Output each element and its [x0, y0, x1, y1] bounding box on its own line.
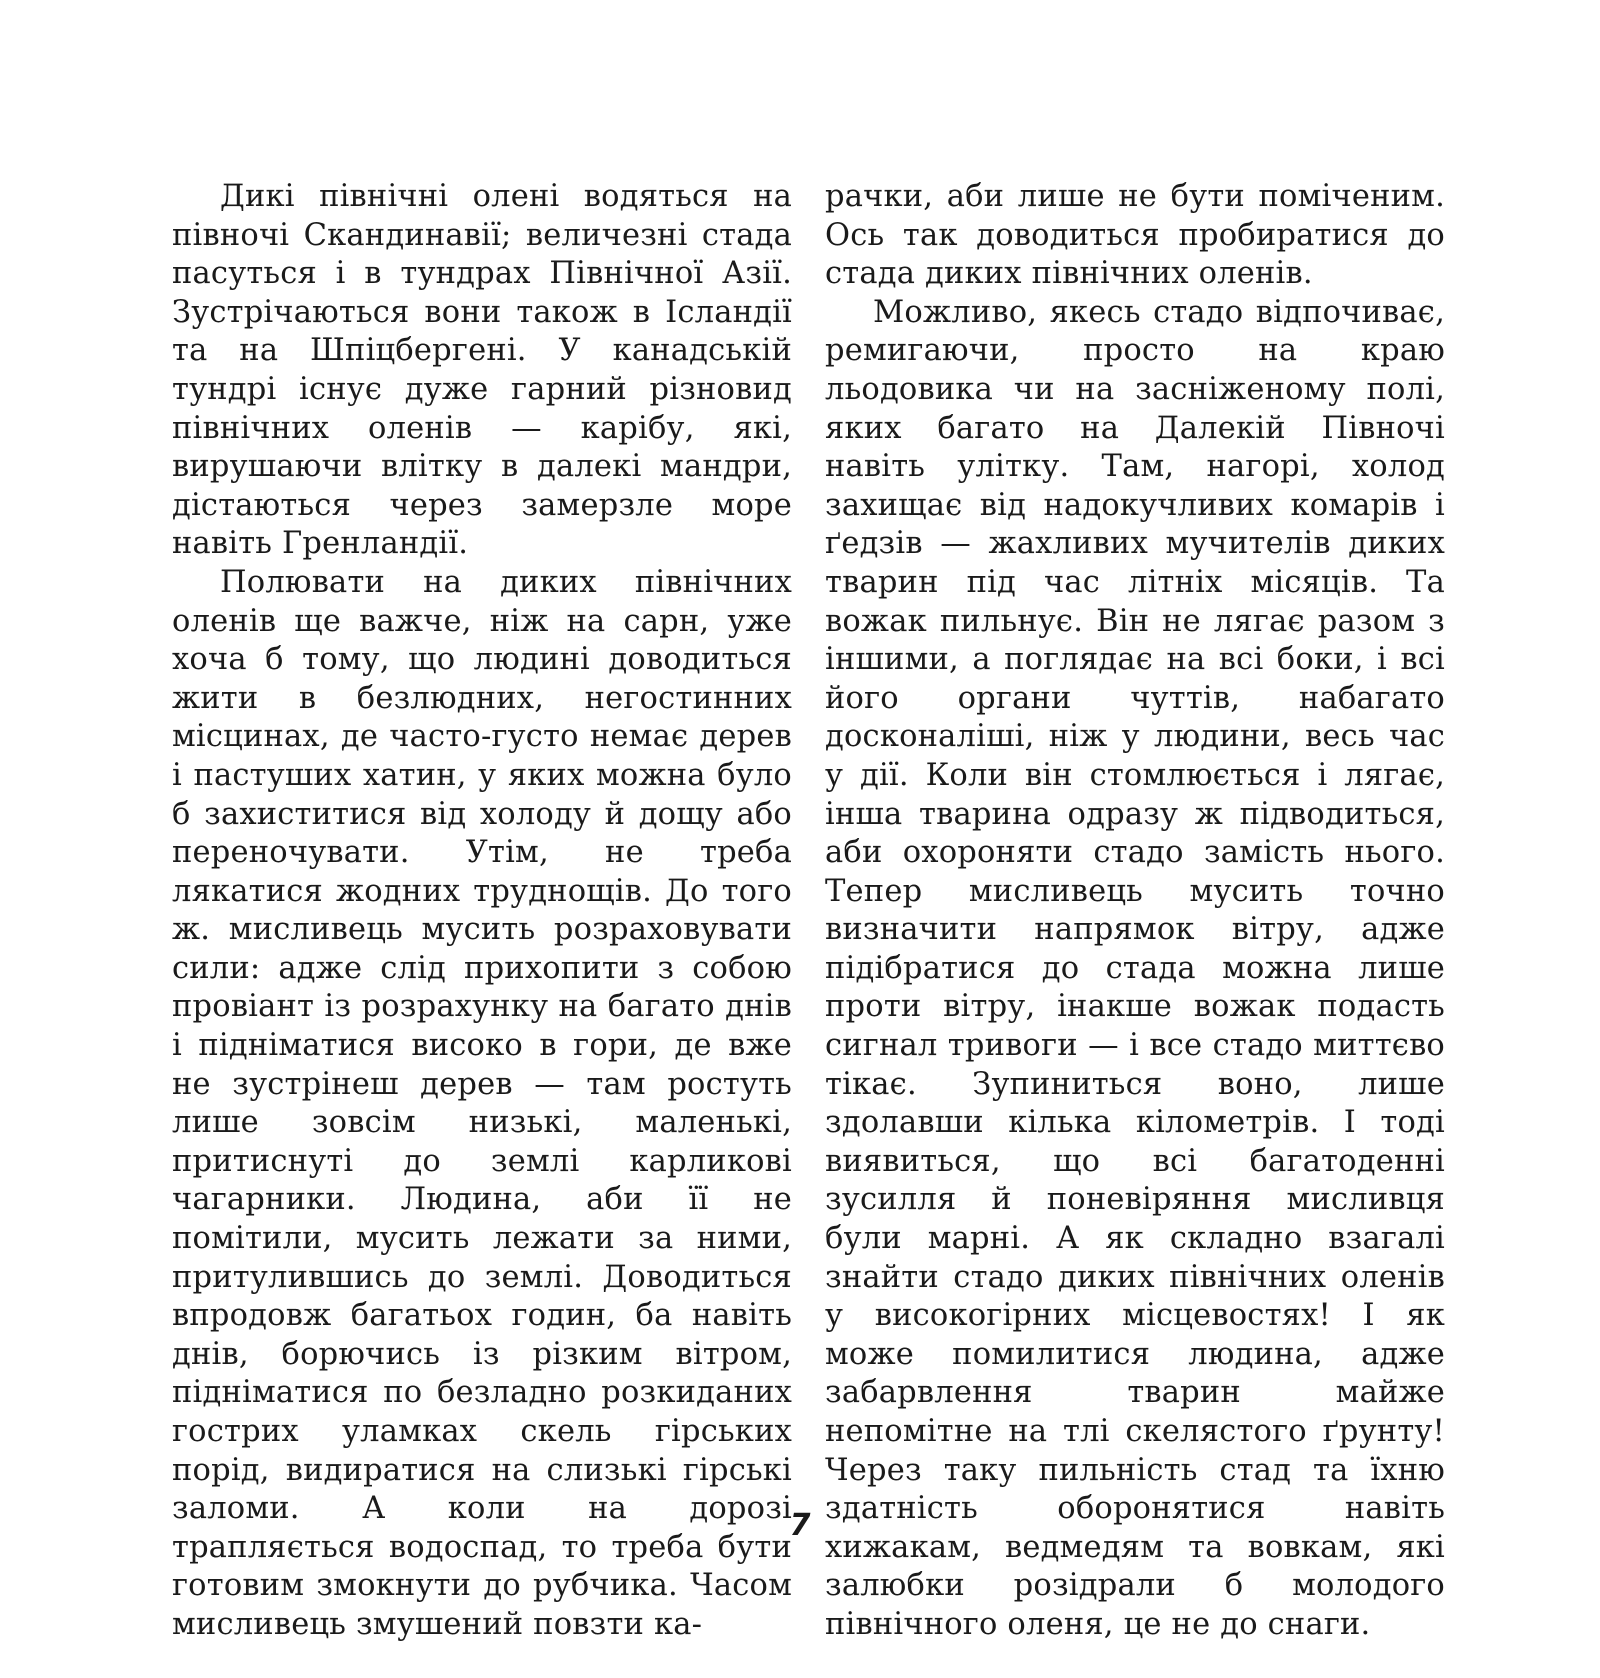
paragraph-reindeer-range: Дикі північні олені водяться на півночі Скандинавії; величезні стада пасуться і в тундрах Північної Азії. Зустрічаються вони також в Ісландії та на Шпіцбергені. У канадській тундрі існує дуже гарний різновид північних оленів — карібу, які, вирушаючи влітку в далекі мандри, дістаються через замерзле море навіть Гренландії.: [172, 179, 792, 562]
paragraph-hunting-hardships: Полювати на диких північних оленів ще важче, ніж на сарн, уже хоча б тому, що людині доводиться жити в безлюдних, негостинних місцинах, де часто-густо немає дерев і пастуших хатин, у яких можна було б захиститися від холоду й дощу або переночувати. Утім, не треба лякатися жодних труднощів. До того ж. мисливець мусить розраховувати сили: адже слід прихопити з собою провіант із розрахунку на багато днів і підніматися високо в гори, де вже не зустрінеш дерев — там ростуть лише зовсім низькі, маленькі, притиснуті до землі карликові чагарники. Людина, аби її не помітили, мусить лежати за ними, притулившись до землі. Доводиться впродовж багатьох годин, ба навіть днів, борючись із різким вітром, підніматися по безладно розкиданих гострих уламках скель гірських порід, видиратися на слизькі гірські заломи. А коли на дорозі трапляється водоспад, то треба бути готовим змокнути до рубчика. Часом мисливець змушений повзти ка-: [172, 564, 792, 1642]
left-text-column: [172, 178, 792, 1645]
paragraph-continuation: рачки, аби лише не бути поміченим. Ось так доводиться пробиратися до стада диких північних оленів.: [825, 179, 1445, 292]
paragraph-herd-vigilance: Можливо, якесь стадо відпочиває, ремигаючи, просто на краю льодовика чи на засніженому полі, яких багато на Далекій Півночі навіть улітку. Там, нагорі, холод захищає від надокучливих комарів і ґедзів — жахливих мучителів диких тварин під час літніх місяців. Та вожак пильнує. Він не лягає разом з іншими, а поглядає на всі боки, і всі його органи чуттів, набагато досконаліші, ніж у людини, весь час у дії. Коли він стомлюється і лягає, інша тварина одразу ж підводиться, аби охороняти стадо замість нього. Тепер мисливець мусить точно визначити напрямок вітру, адже підібратися до стада можна лише проти вітру, інакше вожак подасть сигнал тривоги — і все стадо миттєво тікає. Зупиниться воно, лише здолавши кілька кілометрів. І тоді виявиться, що всі багатоденні зусилля й поневіряння мисливця були марні. А як складно взагалі знайти стадо диких північних оленів у високогірних місцевостях! І як може помилитися людина, адже забарвлення тварин майже непомітне на тлі скелястого ґрунту! Через таку пильність стад та їхню здатність оборонятися навіть хижакам, ведмедям та вовкам, які залюбки розідрали б молодого північного оленя, це не до снаги.: [825, 294, 1445, 1642]
right-text-column: [825, 178, 1445, 1645]
page-number: 7: [789, 1508, 811, 1543]
